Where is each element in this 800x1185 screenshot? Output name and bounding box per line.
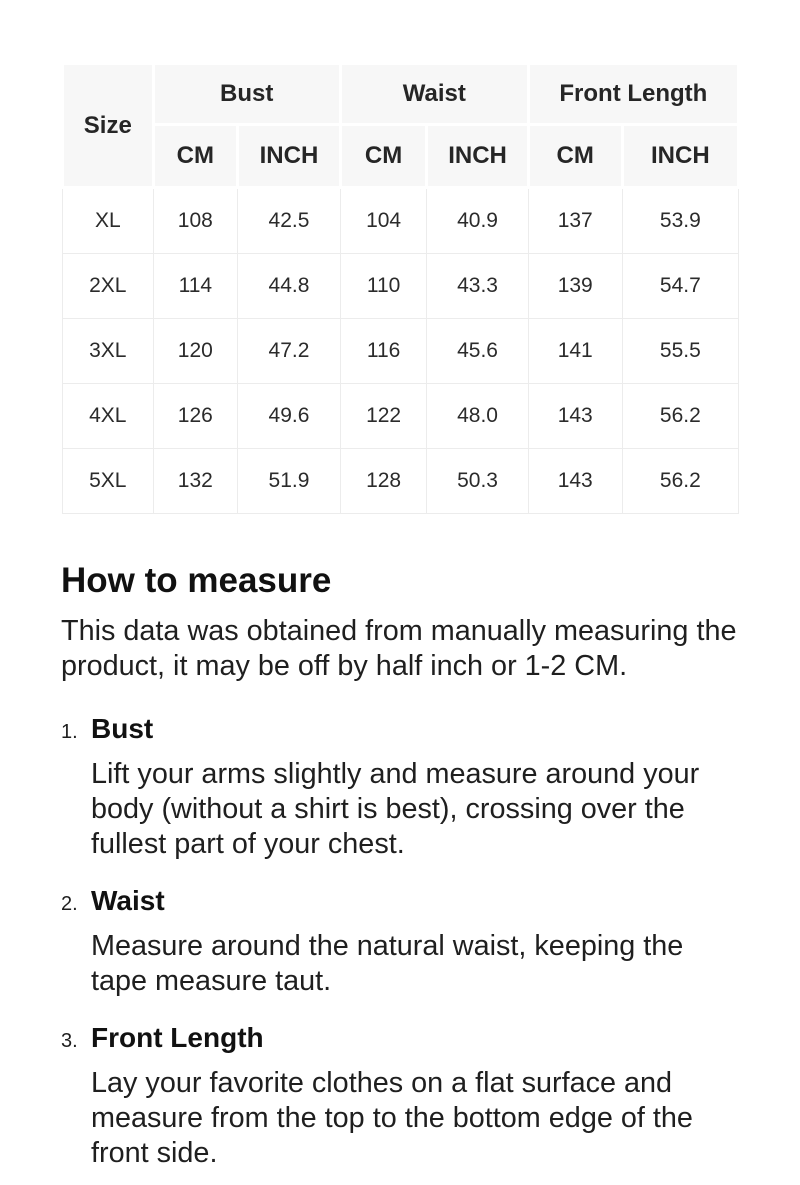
measurement-cell: 126 xyxy=(153,384,238,449)
measurement-cell: 139 xyxy=(528,254,622,319)
measurement-cell: 55.5 xyxy=(622,319,738,384)
table-row xyxy=(63,449,739,514)
bust-group-header: Bust xyxy=(153,64,340,125)
how-to-measure-heading: How to measure xyxy=(61,561,332,600)
measurement-cell: 120 xyxy=(153,319,238,384)
step-heading xyxy=(61,884,740,918)
measurement-cell: 56.2 xyxy=(622,449,738,514)
measurement-cell: 54.7 xyxy=(622,254,738,319)
measurement-cell: 137 xyxy=(528,188,622,254)
measurement-cell: 104 xyxy=(340,188,427,254)
front-length-cm-header: CM xyxy=(528,125,622,188)
row-size-label: 2XL xyxy=(63,254,154,319)
row-size-label: 4XL xyxy=(63,384,154,449)
measurement-cell: 43.3 xyxy=(427,254,528,319)
measure-step-front-length xyxy=(61,1021,740,1171)
measure-steps-list xyxy=(61,712,740,1171)
table-row xyxy=(63,319,739,384)
measurement-cell: 122 xyxy=(340,384,427,449)
step-heading xyxy=(61,1021,740,1055)
measurement-cell: 50.3 xyxy=(427,449,528,514)
step-description: Lift your arms slightly and measure around your body (without a shirt is best), crossing over the fullest part of your chest. xyxy=(91,758,700,861)
bust-inch-header: INCH xyxy=(238,125,341,188)
measurement-cell: 114 xyxy=(153,254,238,319)
row-size-label: XL xyxy=(63,188,154,254)
size-chart-table xyxy=(61,62,740,514)
measurement-cell: 141 xyxy=(528,319,622,384)
waist-cm-header: CM xyxy=(340,125,427,188)
measurement-cell: 40.9 xyxy=(427,188,528,254)
measure-step-bust xyxy=(61,712,740,862)
step-title: Bust xyxy=(91,713,154,745)
waist-group-header: Waist xyxy=(340,64,528,125)
measure-step-waist xyxy=(61,884,740,999)
step-description: Lay your favorite clothes on a flat surface and measure from the top to the bottom edge of the front side. xyxy=(91,1067,693,1170)
measurement-cell: 47.2 xyxy=(238,319,341,384)
measurement-cell: 48.0 xyxy=(427,384,528,449)
front-length-group-header: Front Length xyxy=(528,64,738,125)
measurement-cell: 143 xyxy=(528,384,622,449)
step-title: Front Length xyxy=(91,1022,264,1054)
table-row xyxy=(63,254,739,319)
measurement-cell: 42.5 xyxy=(238,188,341,254)
bust-cm-header: CM xyxy=(153,125,238,188)
measurement-cell: 49.6 xyxy=(238,384,341,449)
step-number: 3. xyxy=(61,1030,78,1053)
measure-intro-text: This data was obtained from manually measuring the product, it may be off by half inch or 1-2 CM. xyxy=(61,615,737,683)
measurement-cell: 143 xyxy=(528,449,622,514)
waist-inch-header: INCH xyxy=(427,125,528,188)
measurement-cell: 56.2 xyxy=(622,384,738,449)
measurement-cell: 51.9 xyxy=(238,449,341,514)
step-title: Waist xyxy=(91,885,165,917)
step-heading xyxy=(61,712,740,746)
measurement-cell: 116 xyxy=(340,319,427,384)
step-number: 2. xyxy=(61,893,78,916)
table-row xyxy=(63,384,739,449)
row-size-label: 5XL xyxy=(63,449,154,514)
measurement-cell: 108 xyxy=(153,188,238,254)
measurement-cell: 44.8 xyxy=(238,254,341,319)
measurement-cell: 128 xyxy=(340,449,427,514)
measurement-cell: 53.9 xyxy=(622,188,738,254)
step-description: Measure around the natural waist, keeping the tape measure taut. xyxy=(91,930,684,998)
size-column-header: Size xyxy=(63,64,154,188)
measurement-cell: 132 xyxy=(153,449,238,514)
measurement-cell: 45.6 xyxy=(427,319,528,384)
measurement-cell: 110 xyxy=(340,254,427,319)
step-number: 1. xyxy=(61,721,78,744)
front-length-inch-header: INCH xyxy=(622,125,738,188)
table-row xyxy=(63,188,739,254)
row-size-label: 3XL xyxy=(63,319,154,384)
